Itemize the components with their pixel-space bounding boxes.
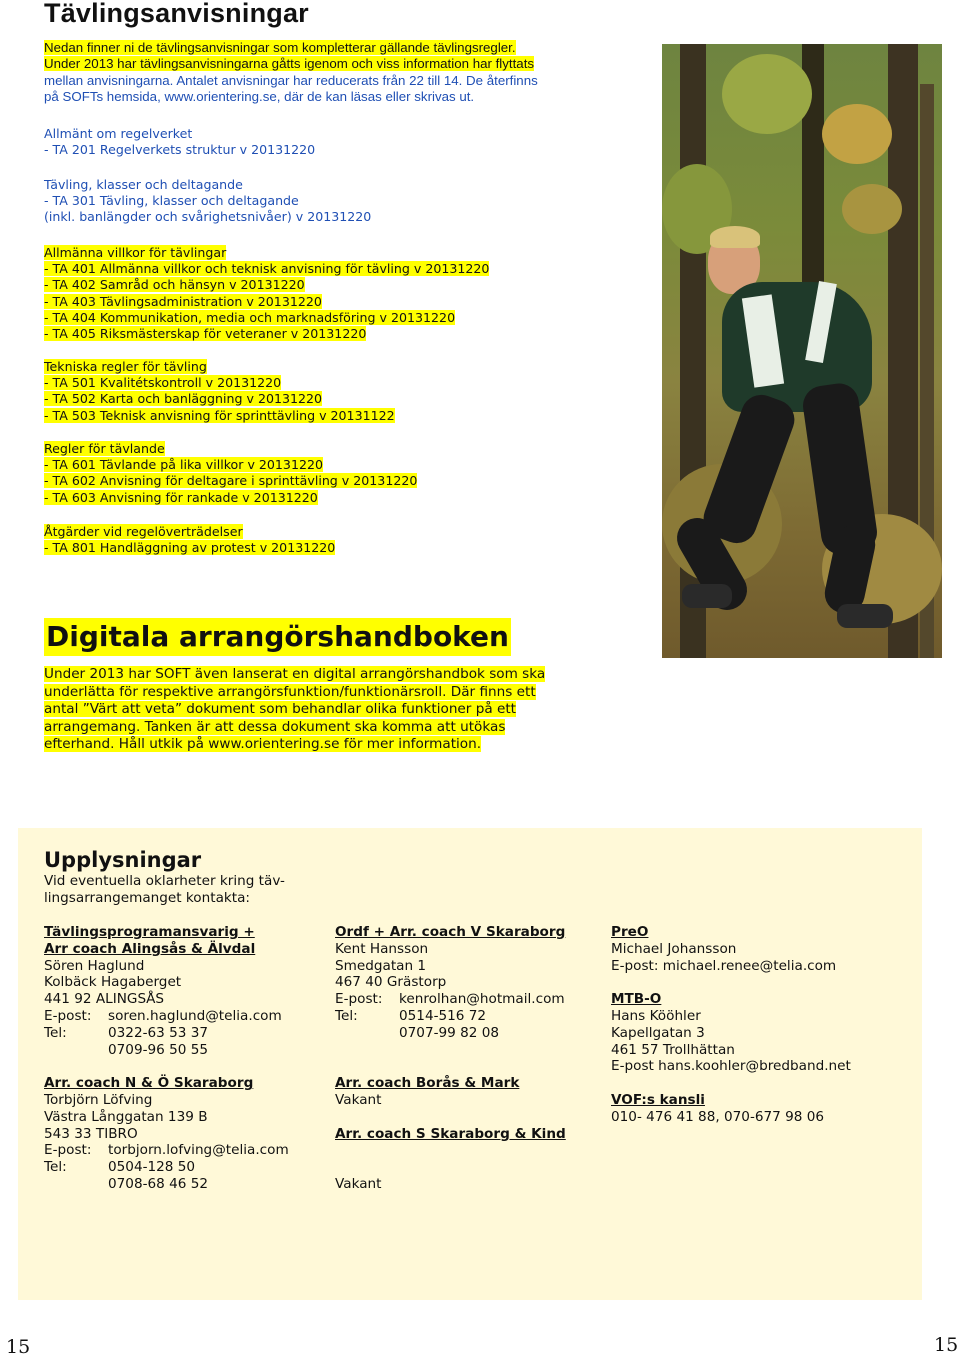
contact-line: Västra Långgatan 139 B [44,1108,208,1125]
contact-line: Kent Hansson [335,940,429,957]
contact-column-2 [335,924,595,1193]
section-heading: Regler för tävlande [44,441,165,456]
contact-line: E-post: michael.renee@telia.com [611,957,837,974]
contact-line: Kapellgatan 3 [611,1024,705,1041]
section-item: - TA 404 Kommunikation, media och marknadsföring v 20131220 [44,309,456,325]
digital-line: efterhand. Håll utkik på www.orientering.se för mer information. [44,736,482,753]
contact-phone: Tel: 0322-63 53 37 [44,1024,209,1041]
section-item: - TA 503 Teknisk anvisning för sprinttävling v 20131122 [44,407,395,423]
contact-line: Hans Kööhler [611,1007,701,1024]
section-item: - TA 403 Tävlingsadministration v 20131220 [44,293,322,309]
page-title: Tävlingsanvisningar [44,0,309,28]
section-item: - TA 602 Anvisning för deltagare i sprinttävling v 20131220 [44,473,418,489]
intro-line: Under 2013 har tävlingsanvisningarna gåtts igenom och viss information har flyttats [44,56,535,72]
contact-heading: Arr. coach N & Ö Skaraborg [44,1075,254,1092]
section-heading: Allmänt om regelverket [44,126,193,141]
contact-phone: 0707-99 82 08 [399,1024,500,1041]
contact-line: Kolbäck Hagaberget [44,974,182,991]
digital-heading: Digitala arrangörshandboken [44,618,511,656]
section-tavlande [44,441,644,506]
intro-line: på SOFTs hemsida, www.orientering.se, där de kan läsas eller skrivas ut. [44,89,475,105]
contact-phone: 0708-68 46 52 [108,1175,209,1192]
digital-line: underlätta för respektive arrangörsfunktion/funktionärsroll. Där finns ett [44,683,536,700]
contact-heading: Tävlingsprogramansvarig + [44,924,255,940]
section-villkor [44,245,644,342]
digital-line: arrangemang. Tanken är att dessa dokument ska komma att utökas [44,718,506,735]
contact-heading: PreO [611,924,649,940]
contact-line: Michael Johansson [611,940,737,957]
contact-line: Smedgatan 1 [335,957,427,974]
intro-paragraph [44,40,654,106]
section-item: - TA 502 Karta och banläggning v 20131220 [44,391,323,407]
contact-email: E-post: kenrolhan@hotmail.com [335,991,565,1008]
section-tekniska [44,359,644,424]
contact-column-1 [44,924,314,1193]
contact-line: 467 40 Grästorp [335,974,447,991]
section-item: - TA 405 Riksmästerskap för veteraner v 20131220 [44,326,367,342]
page-number-left: 15 [6,1336,31,1358]
section-heading: Allmänna villkor för tävlingar [44,245,227,260]
contact-line: Sören Haglund [44,957,145,974]
contact-heading: Arr coach Alingsås & Älvdal [44,940,256,957]
contact-phone: Tel: 0504-128 50 [44,1159,196,1176]
section-item: - TA 401 Allmänna villkor och teknisk anvisning för tävling v 20131220 [44,261,490,277]
contact-line: 441 92 ALINGSÅS [44,991,165,1008]
contact-heading: Arr. coach Borås & Mark [335,1075,520,1092]
section-item: - TA 201 Regelverkets struktur v 20131220 [44,142,316,158]
digital-paragraph [44,666,584,754]
section-atgarder [44,524,644,556]
contact-line: 543 33 TIBRO [44,1125,138,1142]
section-heading: Tävling, klasser och deltagande [44,177,243,192]
section-item: - TA 501 Kvalitétskontroll v 20131220 [44,375,282,391]
digital-line: Under 2013 har SOFT även lanserat en digital arrangörshandbok som ska [44,666,546,682]
section-item: - TA 402 Samråd och hänsyn v 20131220 [44,277,305,293]
page-number-right: 15 [934,1334,959,1356]
contact-phone: Tel: 0514-516 72 [335,1007,487,1024]
contact-line: 010- 476 41 88, 070-677 98 06 [611,1108,825,1125]
contact-heading: VOF:s kansli [611,1091,705,1108]
section-regelverket [44,126,644,158]
section-item: - TA 801 Handläggning av protest v 20131220 [44,540,336,556]
contact-heading: Ordf + Arr. coach V Skaraborg [335,924,566,940]
section-heading: Tekniska regler för tävling [44,359,207,374]
intro-line: Nedan finner ni de tävlingsanvisningar som kompletterar gällande tävlingsregler. [44,40,516,55]
section-item: - TA 301 Tävling, klasser och deltagande [44,193,299,209]
contact-heading: Arr. coach S Skaraborg & Kind [335,1125,566,1142]
section-item: - TA 601 Tävlande på lika villkor v 20131220 [44,457,323,473]
intro-line: mellan anvisningarna. Antalet anvisningar har reducerats från 22 till 14. De återfinns [44,72,538,88]
runner-photo [662,44,942,658]
contact-line: 461 57 Trollhättan [611,1041,735,1058]
section-heading: Åtgärder vid regelöverträdelser [44,524,243,539]
info-subtitle: Vid eventuella oklarheter kring täv- lingsarrangemanget kontakta: [44,873,285,906]
contact-line: Torbjörn Löfving [44,1091,153,1108]
contact-phone: 0709-96 50 55 [108,1041,209,1058]
contact-line: Vakant [335,1176,382,1193]
section-item: (inkl. banlängder och svårighetsnivåer) v 20131220 [44,209,372,225]
contact-line: Vakant [335,1091,382,1108]
contact-heading: MTB-O [611,991,662,1008]
section-tavling [44,177,644,226]
contact-email: E-post: soren.haglund@telia.com [44,1007,282,1024]
contact-line: E-post hans.koohler@bredband.net [611,1058,851,1075]
section-item: - TA 603 Anvisning för rankade v 20131220 [44,489,318,505]
digital-line: antal ”Värt att veta” dokument som behandlar olika funktioner på ett [44,701,517,718]
info-title: Upplysningar [44,848,202,872]
contact-email: E-post: torbjorn.lofving@telia.com [44,1142,289,1159]
contact-column-3 [611,924,911,1126]
